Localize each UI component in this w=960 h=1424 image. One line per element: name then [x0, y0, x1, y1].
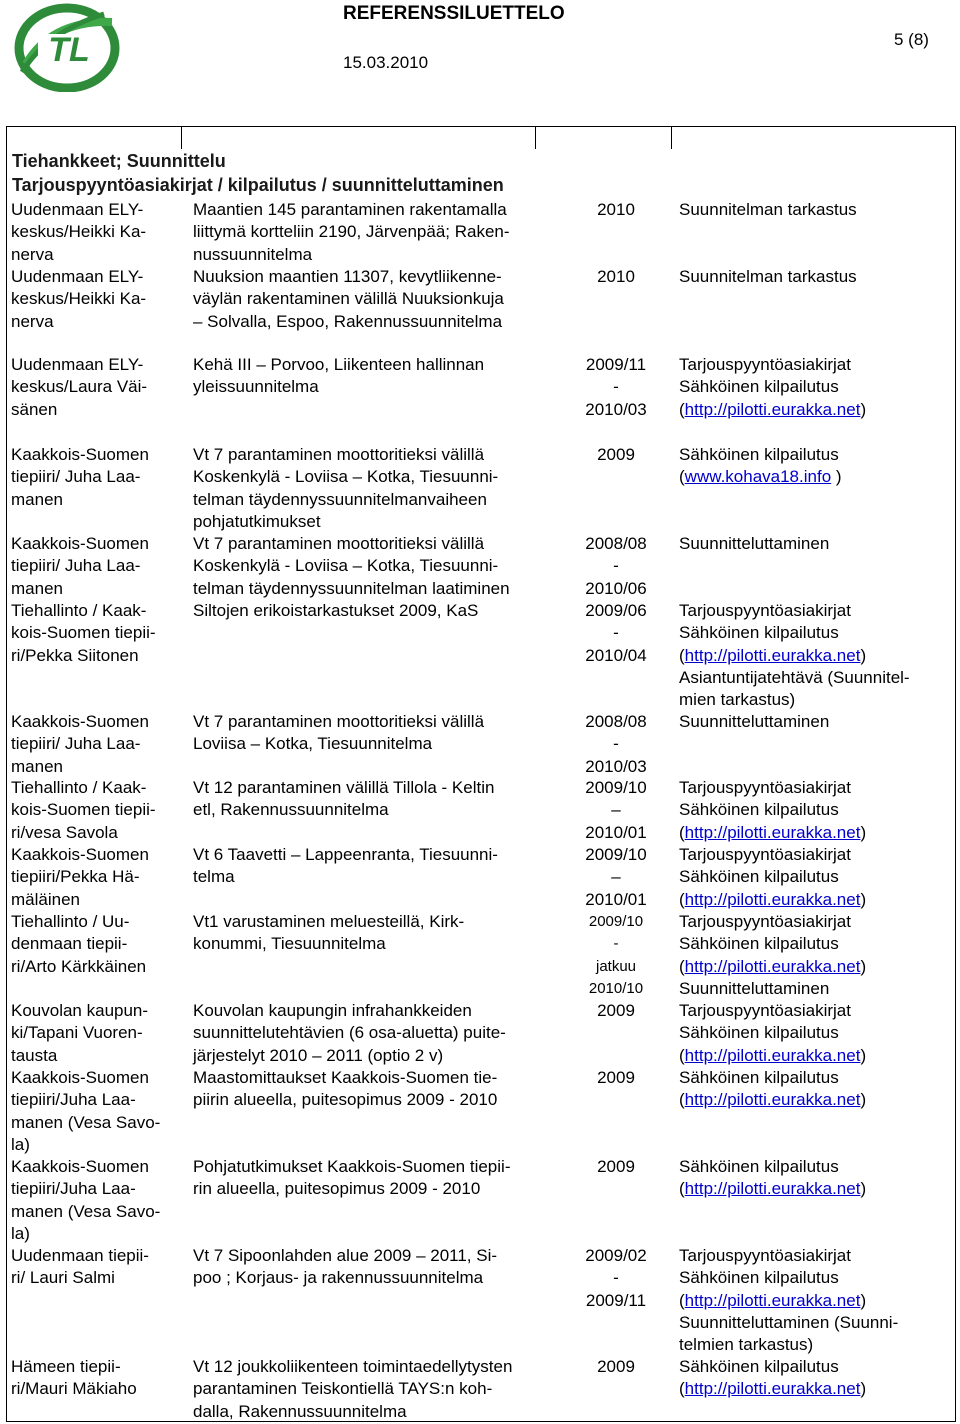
project-line: liittymä kortteliin 2190, Järvenpää; Raken-	[193, 222, 510, 242]
row-project	[193, 777, 494, 822]
role-line: Tarjouspyyntöasiakirjat	[679, 1001, 851, 1020]
client-line: ri/Arto Kärkkäinen	[11, 956, 147, 976]
client-line: kois-Suomen tiepii-	[11, 623, 156, 643]
role-line: (http://pilotti.eurakka.net)	[679, 1179, 867, 1199]
role-line: Sähköinen kilpailutus	[679, 800, 839, 820]
role-line: Sähköinen kilpailutus	[679, 623, 839, 643]
reference-link[interactable]: www.kohava18.info	[684, 467, 832, 487]
role-line: (http://pilotti.eurakka.net)	[679, 889, 867, 909]
role-line: Suunnitteluttaminen	[679, 978, 830, 998]
row-role	[679, 1156, 866, 1201]
project-line: pohjatutkimukset	[193, 511, 321, 531]
row-client	[11, 1000, 148, 1067]
client-line: ri/vesa Savola	[11, 822, 118, 842]
project-line: Maantien 145 parantaminen rakentamalla	[193, 200, 507, 219]
year-line: 2010/10	[588, 979, 644, 997]
row-role	[679, 711, 829, 733]
client-line: manen (Vesa Savo-	[11, 1112, 161, 1132]
year-line: 2009	[597, 1157, 635, 1176]
row-year	[575, 266, 657, 288]
row-role	[679, 600, 910, 711]
project-line: Nuuksion maantien 11307, kevytliikenne-	[193, 267, 502, 286]
row-client	[11, 1245, 149, 1290]
role-line: Asiantuntijatehtävä (Suunnitel-	[679, 667, 910, 687]
row-role	[679, 777, 866, 844]
row-role	[679, 1067, 866, 1112]
row-project	[193, 266, 504, 333]
row-project	[193, 1356, 512, 1423]
document-title: REFERENSSILUETTELO	[343, 3, 565, 24]
year-line: 2010/03	[585, 399, 647, 419]
client-line: Kaakkois-Suomen	[11, 845, 149, 864]
year-line: 2009	[597, 445, 635, 464]
project-line: rin alueella, puitesopimus 2009 - 2010	[193, 1179, 481, 1199]
row-client	[11, 777, 156, 844]
client-line: mäläinen	[11, 889, 80, 909]
role-line: (www.kohava18.info )	[679, 467, 842, 487]
project-line: poo ; Korjaus- ja rakennussuunnitelma	[193, 1268, 484, 1288]
row-year	[575, 1156, 657, 1178]
role-line: Suunnitelman tarkastus	[679, 267, 857, 286]
project-line: Pohjatutkimukset Kaakkois-Suomen tiepii-	[193, 1157, 511, 1176]
row-client	[11, 444, 149, 511]
row-year	[575, 533, 657, 600]
client-line: Kouvolan kaupun-	[11, 1001, 149, 1020]
role-line: Sähköinen kilpailutus	[679, 934, 839, 954]
year-line: 2009/10	[585, 778, 647, 797]
row-year	[575, 777, 657, 844]
row-year	[575, 1356, 657, 1378]
role-line: Suunnitteluttaminen	[679, 534, 830, 553]
row-client	[11, 844, 149, 911]
client-line: ri/ Lauri Salmi	[11, 1268, 115, 1288]
year-line: -	[613, 935, 619, 953]
row-project	[193, 1000, 506, 1067]
role-line: Tarjouspyyntöasiakirjat	[679, 355, 851, 374]
section-subtitle: Tarjouspyyntöasiakirjat / kilpailutus / suunnitteluttaminen	[12, 175, 504, 195]
project-line: Vt 7 parantaminen moottoritieksi välillä	[193, 534, 485, 553]
year-line: 2009/02	[585, 1246, 647, 1265]
row-role	[679, 844, 866, 911]
role-line: Sähköinen kilpailutus	[679, 1357, 839, 1376]
row-project	[193, 1245, 497, 1290]
client-line: Uudenmaan tiepii-	[11, 1246, 149, 1265]
row-role	[679, 354, 866, 421]
client-line: sänen	[11, 399, 58, 419]
row-project	[193, 600, 478, 622]
client-line: keskus/Heikki Ka-	[11, 222, 147, 242]
row-client	[11, 911, 146, 978]
role-line: (http://pilotti.eurakka.net)	[679, 822, 867, 842]
client-line: Uudenmaan ELY-	[11, 267, 144, 286]
header-divider	[671, 127, 672, 149]
row-year	[575, 844, 657, 911]
row-year	[575, 1067, 657, 1089]
role-line: (http://pilotti.eurakka.net)	[679, 1290, 867, 1310]
project-line: telma	[193, 867, 235, 887]
row-year	[575, 1000, 657, 1022]
project-line: väylän rakentaminen välillä Nuuksionkuja	[193, 289, 504, 309]
row-client	[11, 533, 149, 600]
row-project	[193, 444, 498, 533]
year-line: -	[613, 734, 619, 754]
client-line: tausta	[11, 1045, 58, 1065]
year-line: 2009/10	[588, 913, 644, 930]
role-line: Tarjouspyyntöasiakirjat	[679, 912, 851, 931]
role-line: Sähköinen kilpailutus	[679, 867, 839, 887]
client-line: Hämeen tiepii-	[11, 1357, 121, 1376]
row-project	[193, 911, 464, 956]
project-line: Maastomittaukset Kaakkois-Suomen tie-	[193, 1068, 498, 1087]
project-line: Siltojen erikoistarkastukset 2009, KaS	[193, 601, 479, 620]
client-line: tiepiiri/ Juha Laa-	[11, 556, 141, 576]
client-line: Kaakkois-Suomen	[11, 445, 149, 464]
project-line: nussuunnitelma	[193, 244, 313, 264]
reference-link[interactable]: http://pilotti.eurakka.net	[684, 956, 861, 976]
project-line: parantaminen Teiskontiellä TAYS:n koh-	[193, 1379, 493, 1399]
role-line: Sähköinen kilpailutus	[679, 1268, 839, 1288]
project-line: Vt 7 parantaminen moottoritieksi välillä	[193, 445, 485, 464]
project-line: Koskenkylä - Loviisa – Kotka, Tiesuunni-	[193, 556, 499, 576]
client-line: Tiehallinto / Kaak-	[11, 601, 147, 620]
logo-text: TL	[48, 31, 90, 69]
year-line: -	[613, 623, 619, 643]
row-project	[193, 1156, 510, 1201]
role-line: Tarjouspyyntöasiakirjat	[679, 845, 851, 864]
header-divider	[181, 127, 182, 149]
document-date: 15.03.2010	[343, 53, 429, 72]
year-line: 2009/06	[585, 601, 647, 620]
role-line: (http://pilotti.eurakka.net)	[679, 956, 867, 976]
client-line: tiepiiri/Pekka Hä-	[11, 867, 140, 887]
row-client	[11, 1356, 137, 1401]
row-client	[11, 1067, 160, 1156]
year-line: 2009/11	[585, 355, 647, 374]
year-line: 2009	[597, 1357, 635, 1376]
client-line: tiepiiri/ Juha Laa-	[11, 467, 141, 487]
project-line: Vt 12 joukkoliikenteen toimintaedellytysten	[193, 1357, 513, 1376]
role-line: mien tarkastus)	[679, 690, 796, 710]
client-line: manen (Vesa Savo-	[11, 1201, 161, 1221]
project-line: etl, Rakennussuunnitelma	[193, 800, 389, 820]
project-line: Koskenkylä - Loviisa – Kotka, Tiesuunni-	[193, 467, 499, 487]
project-line: Kouvolan kaupungin infrahankkeiden	[193, 1001, 472, 1020]
row-client	[11, 199, 146, 266]
reference-link[interactable]: http://pilotti.eurakka.net	[684, 889, 861, 909]
row-project	[193, 844, 498, 889]
section-title: Tiehankkeet; Suunnittelu	[12, 151, 226, 171]
role-line: Suunnitteluttaminen (Suunni-	[679, 1312, 899, 1332]
client-line: manen	[11, 756, 63, 776]
year-line: 2009/11	[585, 1290, 647, 1310]
project-line: Vt1 varustaminen meluesteillä, Kirk-	[193, 912, 465, 931]
role-line: (http://pilotti.eurakka.net)	[679, 645, 867, 665]
project-line: – Solvalla, Espoo, Rakennussuunnitelma	[193, 311, 503, 331]
client-line: tiepiiri/Juha Laa-	[11, 1090, 136, 1110]
year-line: 2010/03	[585, 756, 647, 776]
header-divider	[535, 127, 536, 149]
row-role	[679, 1356, 866, 1401]
client-line: tiepiiri/ Juha Laa-	[11, 734, 141, 754]
role-line: Sähköinen kilpailutus	[679, 445, 839, 464]
year-line: 2009	[597, 1001, 635, 1020]
client-line: Uudenmaan ELY-	[11, 355, 144, 374]
role-line: Sähköinen kilpailutus	[679, 1023, 839, 1043]
role-line: (http://pilotti.eurakka.net)	[679, 1090, 867, 1110]
client-line: nerva	[11, 311, 54, 331]
project-line: Vt 7 Sipoonlahden alue 2009 – 2011, Si-	[193, 1246, 498, 1265]
client-line: denmaan tiepii-	[11, 934, 128, 954]
client-line: manen	[11, 578, 63, 598]
role-line: Suunnitteluttaminen	[679, 712, 830, 731]
client-line: Tiehallinto / Kaak-	[11, 778, 147, 797]
reference-link[interactable]: http://pilotti.eurakka.net	[684, 1090, 861, 1110]
reference-link[interactable]: http://pilotti.eurakka.net	[684, 822, 861, 842]
row-role	[679, 1245, 898, 1356]
client-line: kois-Suomen tiepii-	[11, 800, 156, 820]
row-client	[11, 711, 149, 778]
project-line: dalla, Rakennussuunnitelma	[193, 1401, 407, 1421]
client-line: keskus/Laura Väi-	[11, 377, 148, 397]
role-line: (http://pilotti.eurakka.net)	[679, 399, 867, 419]
row-year	[575, 911, 657, 1000]
role-line: Tarjouspyyntöasiakirjat	[679, 601, 851, 620]
year-line: 2008/08	[585, 712, 647, 731]
project-line: Vt 7 parantaminen moottoritieksi välillä	[193, 712, 485, 731]
row-client	[11, 600, 156, 667]
project-line: suunnittelutehtävien (6 osa-aluetta) puite-	[193, 1023, 506, 1043]
project-line: Kehä III – Porvoo, Liikenteen hallinnan	[193, 355, 485, 374]
role-line: telmien tarkastus)	[679, 1335, 814, 1355]
company-logo	[12, 2, 122, 92]
tl-logo-icon	[12, 2, 122, 92]
row-client	[11, 266, 146, 333]
project-line: järjestelyt 2010 – 2011 (optio 2 v)	[193, 1045, 444, 1065]
year-line: 2010/04	[585, 645, 647, 665]
row-role	[679, 533, 829, 555]
row-role	[679, 444, 842, 489]
row-role	[679, 1000, 866, 1067]
row-project	[193, 199, 510, 266]
client-line: manen	[11, 489, 63, 509]
project-line: Loviisa – Kotka, Tiesuunnitelma	[193, 734, 433, 754]
role-line: (http://pilotti.eurakka.net)	[679, 1379, 867, 1399]
client-line: tiepiiri/Juha Laa-	[11, 1179, 136, 1199]
project-line: konummi, Tiesuunnitelma	[193, 934, 386, 954]
role-line: (http://pilotti.eurakka.net)	[679, 1045, 867, 1065]
row-year	[575, 199, 657, 221]
reference-link[interactable]: http://pilotti.eurakka.net	[684, 1290, 861, 1310]
project-line: yleissuunnitelma	[193, 377, 319, 397]
client-line: Kaakkois-Suomen	[11, 1068, 149, 1087]
role-line: Sähköinen kilpailutus	[679, 1157, 839, 1176]
year-line: 2010/01	[585, 822, 647, 842]
year-line: 2009	[597, 1068, 635, 1087]
reference-link[interactable]: http://pilotti.eurakka.net	[684, 1379, 861, 1399]
year-line: -	[613, 1268, 619, 1288]
client-line: la)	[11, 1223, 30, 1243]
client-line: la)	[11, 1134, 30, 1154]
row-year	[575, 600, 657, 667]
year-line: -	[613, 556, 619, 576]
year-line: -	[613, 377, 619, 397]
project-line: telman täydennyssuunnitelmanvaiheen	[193, 489, 487, 509]
row-year	[575, 711, 657, 778]
client-line: Tiehallinto / Uu-	[11, 912, 130, 931]
project-line: piirin alueella, puitesopimus 2009 - 2010	[193, 1090, 498, 1110]
client-line: nerva	[11, 244, 54, 264]
reference-link[interactable]: http://pilotti.eurakka.net	[684, 1179, 861, 1199]
year-line: jatkuu	[595, 957, 637, 975]
year-line: 2009/10	[585, 845, 647, 864]
year-line: 2010/01	[585, 889, 647, 909]
year-line: 2008/08	[585, 534, 647, 553]
project-line: Vt 12 parantaminen välillä Tillola - Keltin	[193, 778, 495, 797]
year-line: –	[611, 800, 621, 820]
row-role	[679, 911, 866, 1000]
year-line: 2010	[597, 200, 635, 219]
row-role	[679, 266, 857, 288]
year-line: –	[611, 867, 621, 887]
year-line: 2010	[597, 267, 635, 286]
client-line: ri/Pekka Siitonen	[11, 645, 139, 665]
client-line: ki/Tapani Vuoren-	[11, 1023, 143, 1043]
row-client	[11, 354, 147, 421]
role-line: Tarjouspyyntöasiakirjat	[679, 778, 851, 797]
year-line: 2010/06	[585, 578, 647, 598]
row-year	[575, 1245, 657, 1312]
row-year	[575, 354, 657, 421]
client-line: keskus/Heikki Ka-	[11, 289, 147, 309]
client-line: Kaakkois-Suomen	[11, 1157, 149, 1176]
row-year	[575, 444, 657, 466]
role-line: Sähköinen kilpailutus	[679, 1068, 839, 1087]
client-line: Kaakkois-Suomen	[11, 712, 149, 731]
role-line: Suunnitelman tarkastus	[679, 200, 857, 219]
project-line: Vt 6 Taavetti – Lappeenranta, Tiesuunni-	[193, 845, 498, 864]
row-client	[11, 1156, 160, 1245]
client-line: Uudenmaan ELY-	[11, 200, 144, 219]
reference-link[interactable]: http://pilotti.eurakka.net	[684, 1045, 861, 1065]
role-line: Sähköinen kilpailutus	[679, 377, 839, 397]
row-project	[193, 711, 484, 756]
page-number: 5 (8)	[894, 30, 929, 49]
client-line: ri/Mauri Mäkiaho	[11, 1379, 137, 1399]
project-line: telman täydennyssuunnitelman laatiminen	[193, 578, 510, 598]
role-line: Tarjouspyyntöasiakirjat	[679, 1246, 851, 1265]
row-project	[193, 533, 510, 600]
row-project	[193, 1067, 497, 1112]
reference-link[interactable]: http://pilotti.eurakka.net	[684, 399, 861, 419]
row-project	[193, 354, 484, 399]
row-role	[679, 199, 857, 221]
reference-link[interactable]: http://pilotti.eurakka.net	[684, 645, 861, 665]
client-line: Kaakkois-Suomen	[11, 534, 149, 553]
